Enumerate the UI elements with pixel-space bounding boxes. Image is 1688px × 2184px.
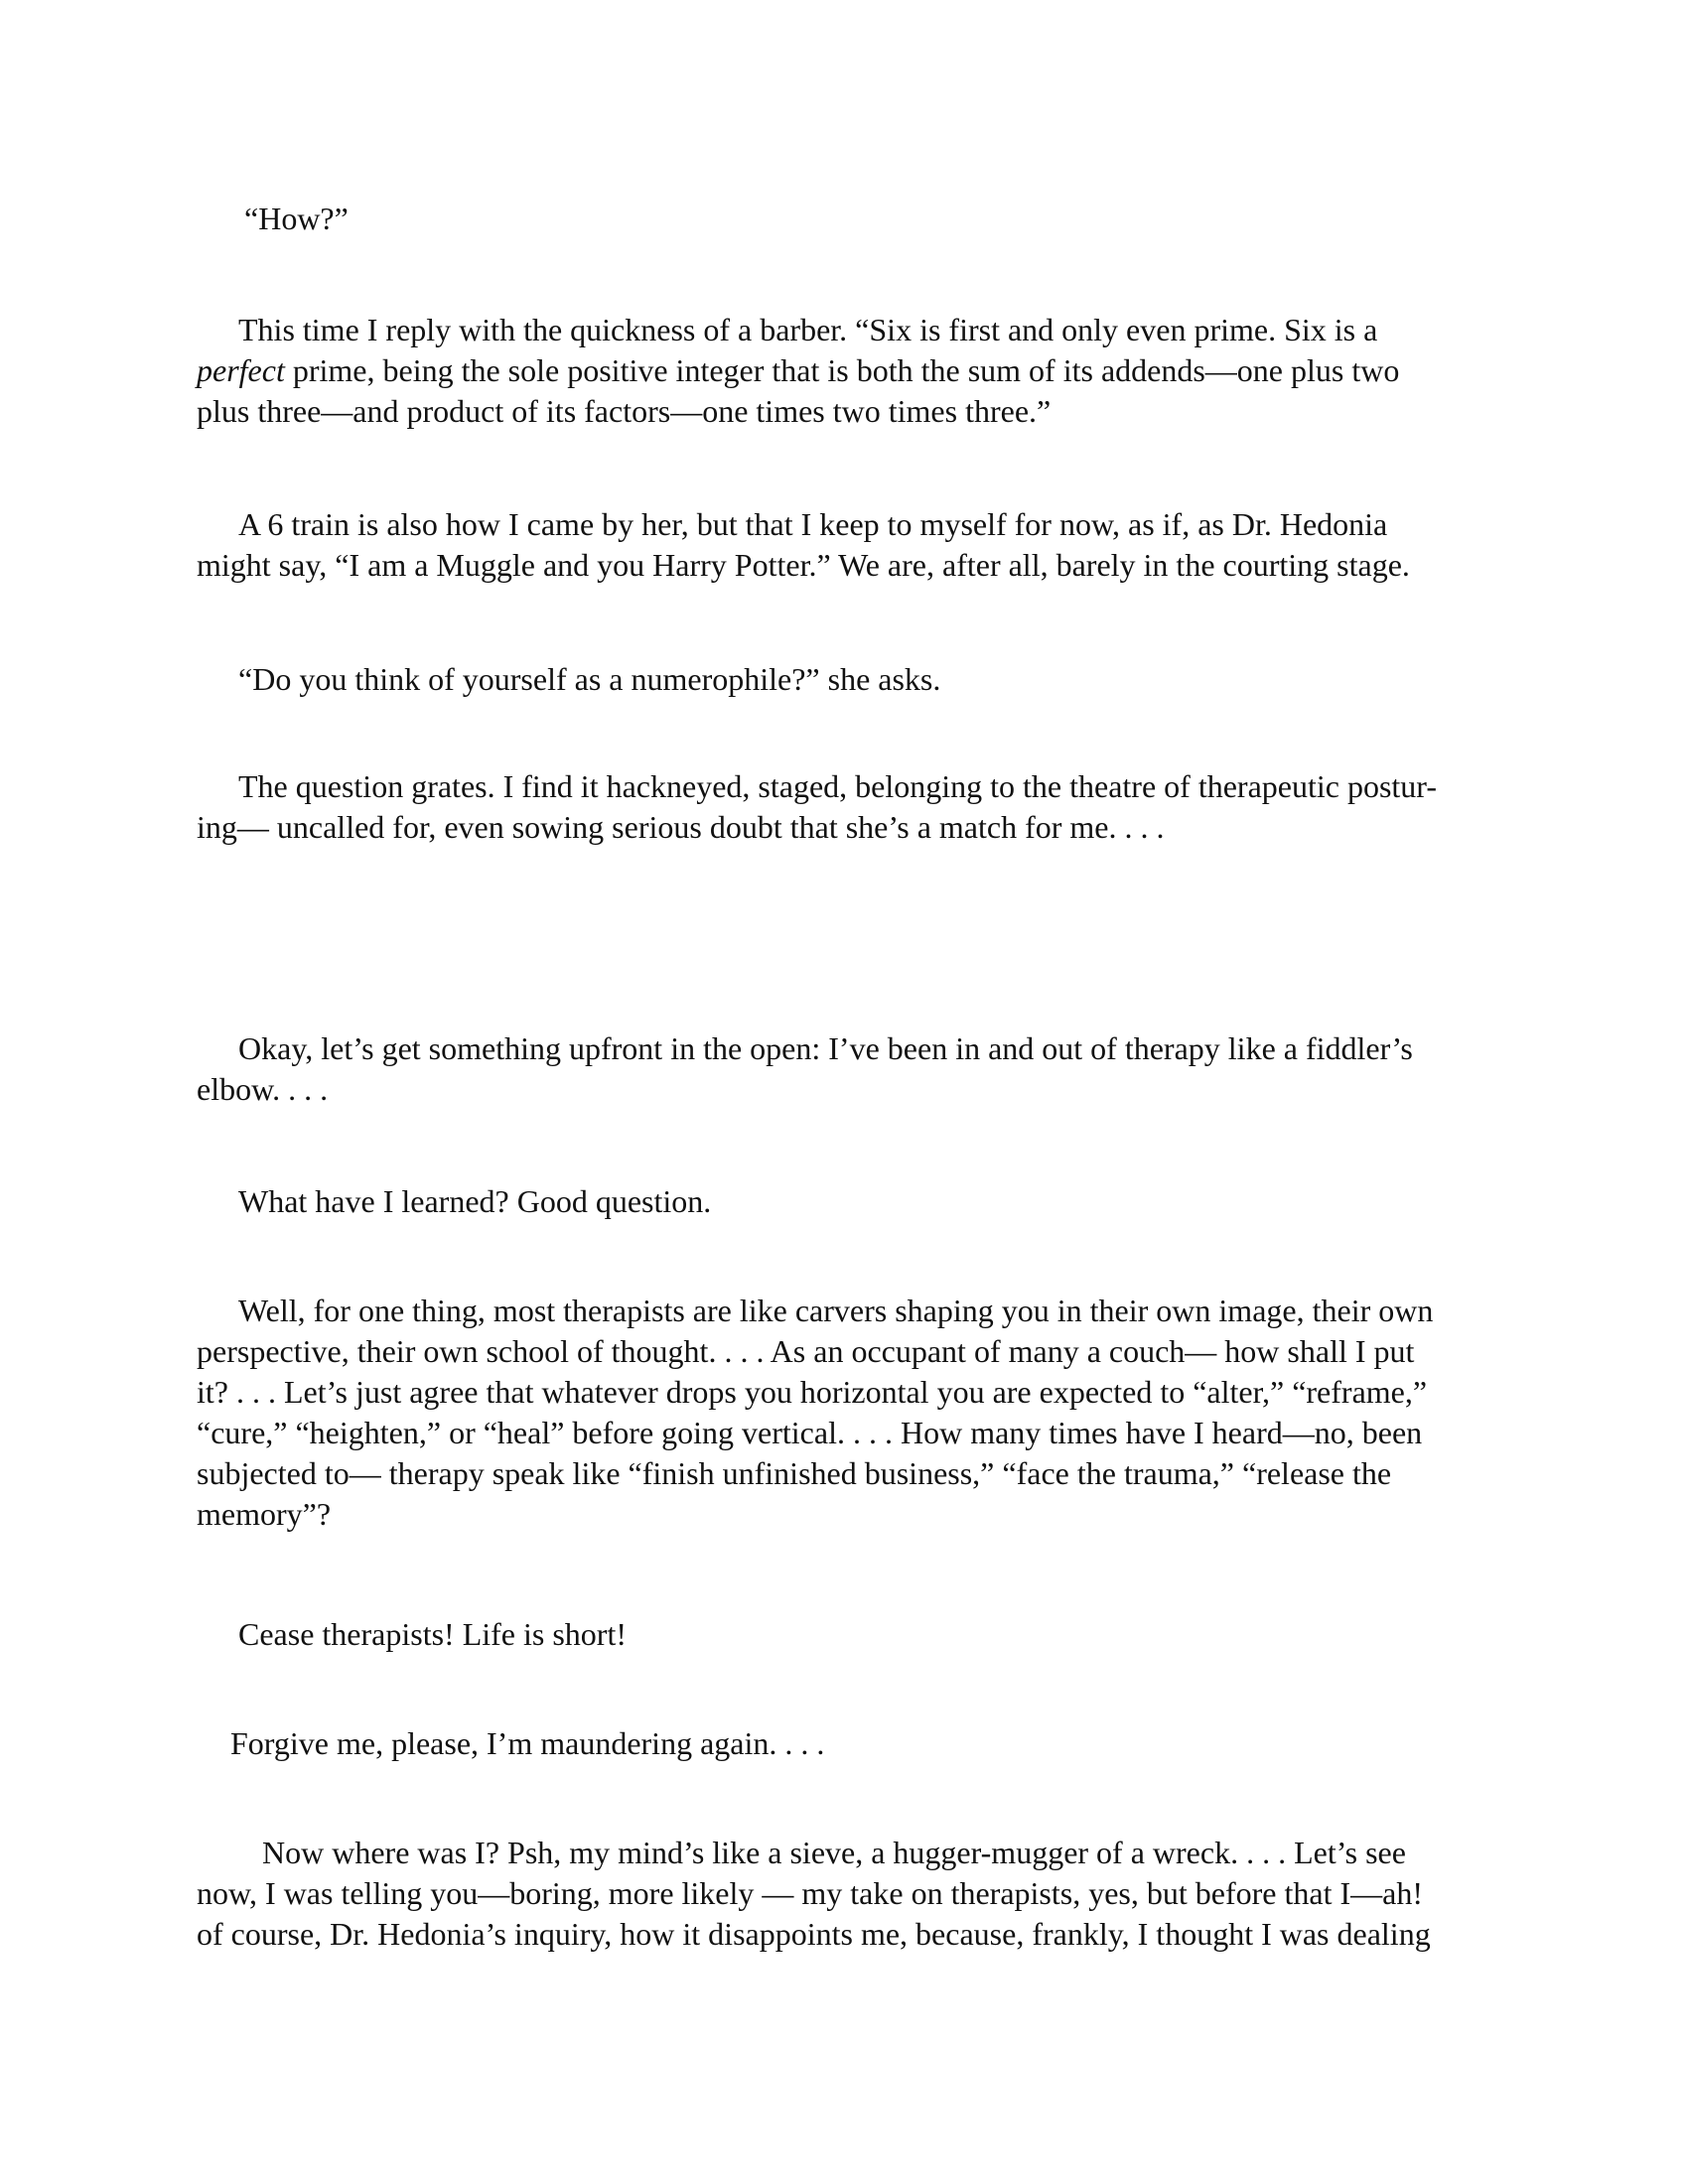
- paragraph-six-prime: [197, 310, 1487, 432]
- paragraph-forgive-me: [197, 1723, 1487, 1764]
- paragraph-question-grates: [197, 766, 1487, 848]
- text-line: “How?”: [244, 201, 349, 236]
- text-line: elbow. . . .: [197, 1071, 329, 1107]
- paragraph-where-was-i: [197, 1833, 1487, 1955]
- text-fragment: prime, being the sole positive integer that is both the sum of its addends—one plus two: [284, 352, 1400, 388]
- text-line: memory”?: [197, 1496, 332, 1532]
- text-line: Now where was I? Psh, my mind’s like a sieve, a hugger-mugger of a wreck. . . . Let’s see: [262, 1835, 1406, 1870]
- text-line: “cure,” “heighten,” or “heal” before going vertical. . . . How many times have I heard—no, been: [197, 1415, 1423, 1450]
- text-line: Well, for one thing, most therapists are like carvers shaping you in their own image, their own: [238, 1293, 1434, 1328]
- text-line: Okay, let’s get something upfront in the open: I’ve been in and out of therapy like a fiddler’s: [238, 1030, 1413, 1066]
- text-line: perspective, their own school of thought. . . . As an occupant of many a couch— how shall I put: [197, 1333, 1415, 1369]
- italic-word: perfect: [197, 352, 285, 388]
- text-line: plus three—and product of its factors—one times two times three.”: [197, 393, 1052, 429]
- paragraph-carvers: [197, 1291, 1487, 1535]
- paragraph-numerophile: [197, 659, 1487, 700]
- paragraph-cease-therapists: [197, 1614, 1487, 1655]
- text-line: This time I reply with the quickness of a barber. “Six is first and only even prime. Six is a: [238, 312, 1378, 347]
- paragraph-how: [244, 199, 1535, 239]
- text-line: Cease therapists! Life is short!: [238, 1616, 627, 1652]
- text-line: [197, 350, 1487, 391]
- text-line: “Do you think of yourself as a numerophile?” she asks.: [238, 661, 941, 697]
- text-line: ing— uncalled for, even sowing serious doubt that she’s a match for me. . . .: [197, 809, 1165, 845]
- paragraph-okay-upfront: [197, 1028, 1487, 1110]
- paragraph-what-learned: [197, 1181, 1487, 1222]
- text-line: Forgive me, please, I’m maundering again. . . .: [230, 1725, 825, 1761]
- text-line: A 6 train is also how I came by her, but that I keep to myself for now, as if, as Dr. Hedonia: [238, 506, 1388, 542]
- text-line: subjected to— therapy speak like “finish unfinished business,” “face the trauma,” “release the: [197, 1455, 1392, 1491]
- paragraph-six-train: [197, 504, 1487, 586]
- text-line: of course, Dr. Hedonia’s inquiry, how it disappoints me, because, frankly, I thought I was dealing: [197, 1916, 1431, 1952]
- text-line: might say, “I am a Muggle and you Harry Potter.” We are, after all, barely in the courting stage.: [197, 547, 1410, 583]
- text-line: it? . . . Let’s just agree that whatever drops you horizontal you are expected to “alter,” “reframe,”: [197, 1374, 1428, 1410]
- text-line: The question grates. I find it hackneyed, staged, belonging to the theatre of therapeutic postur-: [238, 768, 1437, 804]
- text-line: now, I was telling you—boring, more likely — my take on therapists, yes, but before that I—ah!: [197, 1875, 1423, 1911]
- text-line: What have I learned? Good question.: [238, 1183, 712, 1219]
